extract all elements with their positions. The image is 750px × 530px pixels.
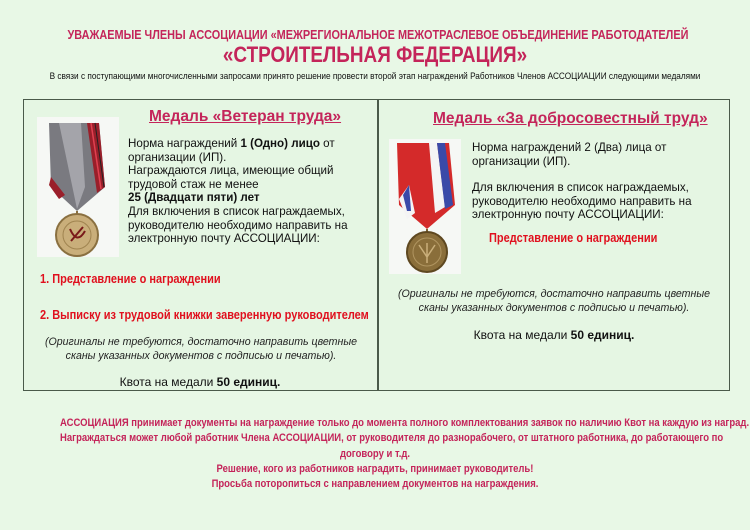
column-divider — [377, 100, 379, 390]
medal-1-norm-suffix: от организации (ИП). — [128, 137, 335, 164]
header-title: «СТРОИТЕЛЬНАЯ ФЕДЕРАЦИЯ» — [222, 42, 528, 67]
intro-text: В связи с поступающими многочисленными запросами принято решение провести второй этап награждений Работников Членов АССОЦИАЦИИ следующими медалями — [49, 70, 701, 81]
medals-panel — [23, 99, 730, 391]
footer-line-4: Решение, кого из работников наградить, принимает руководитель! — [216, 462, 534, 475]
medal-1-requirement: Награждаются лица, имеющие общий трудовой стаж не менее — [128, 164, 334, 191]
veteran-labor-medal-icon — [37, 117, 119, 257]
medal-1-document-1: 1. Представление о награждении — [40, 272, 221, 286]
medal-2-norm: Норма награждений 2 (Два) лица от организации (ИП). — [472, 141, 667, 168]
medal-2-description — [472, 141, 722, 222]
medal-1-norm-prefix: Норма награждений — [128, 137, 241, 150]
medal-1-note: (Оригиналы не требуются, достаточно направить цветные сканы указанных документов с подписью и печатью). — [44, 336, 358, 362]
header-line-1: УВАЖАЕМЫЕ ЧЛЕНЫ АССОЦИАЦИИ «МЕЖРЕГИОНАЛЬНОЕ МЕЖОТРАСЛЕВОЕ ОБЪЕДИНЕНИЕ РАБОТОДАТЕЛЕЙ — [67, 27, 689, 42]
medal-1-experience: 25 (Двадцати пяти) лет — [128, 191, 260, 205]
footer-line-2: Награждаться может любой работник Члена АССОЦИАЦИИ, от руководителя до разнорабочего, от штатного работника, до работающего по — [60, 432, 724, 445]
medal-2-note: (Оригиналы не требуются, достаточно направить цветные сканы указанных документов с подписью и печатью). — [397, 288, 711, 314]
medal-1-send-instructions: Для включения в список награждаемых, руководителю необходимо направить на электронную почту АССОЦИАЦИИ: — [128, 204, 348, 246]
conscientious-labor-medal-icon — [389, 139, 461, 274]
medal-1-quota-value: 50 единиц. — [216, 375, 281, 389]
medal-2-quota-value: 50 единиц. — [570, 328, 635, 342]
footer-line-5: Просьба поторопиться с направлением документов на награждения. — [211, 478, 539, 491]
medal-1-title: Медаль «Ветеран труда» — [149, 108, 342, 125]
medal-2-quota-label: Квота на медали — [473, 328, 571, 342]
medal-1-description — [128, 137, 368, 246]
medal-1-quota-label: Квота на медали — [119, 375, 217, 389]
medal-2-document-1: Представление о награждении — [489, 231, 658, 245]
medal-2-quota — [379, 328, 729, 342]
medal-1-norm-count: 1 (Одно) лицо — [240, 137, 320, 150]
medal-2-send-instructions: Для включения в список награждаемых, руководителю необходимо направить на электронную почту АССОЦИАЦИИ: — [472, 181, 692, 222]
medal-2-title: Медаль «За добросовестный труд» — [433, 110, 708, 127]
medal-1-quota — [24, 375, 376, 389]
footer-notice — [0, 416, 750, 492]
footer-line-3: договору и т.д. — [339, 447, 411, 460]
footer-line-1: АССОЦИАЦИЯ принимает документы на награждение только до момента полного комплектования заявок по наличию Квот на каждую из наград. — [60, 417, 750, 429]
medal-1-document-2: 2. Выписку из трудовой книжки заверенную руководителем — [40, 308, 369, 322]
